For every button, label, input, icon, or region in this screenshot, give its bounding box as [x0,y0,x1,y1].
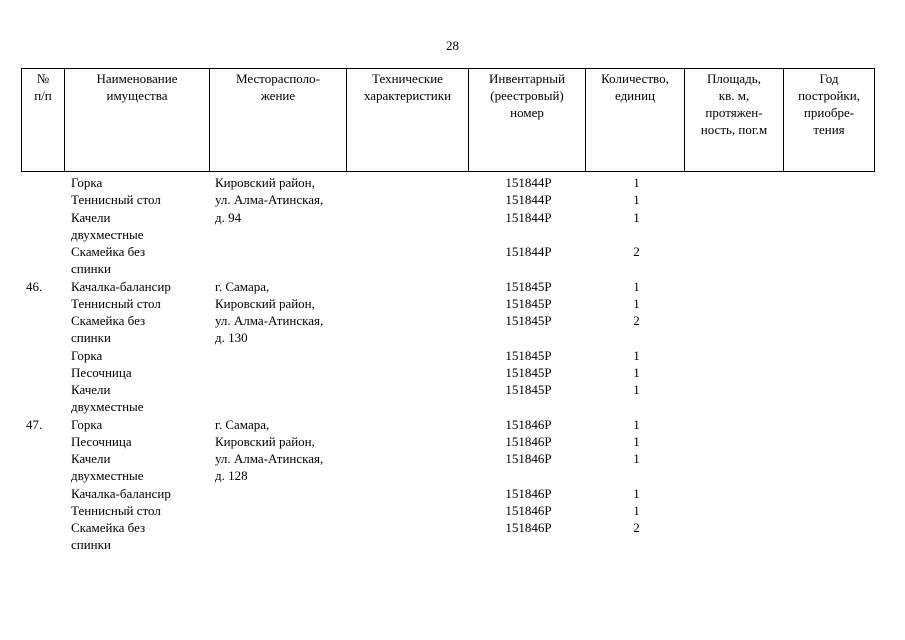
item-name: Качели [71,382,111,397]
item-name: двухместные [71,226,144,242]
table-row [0,416,905,433]
table-row [0,329,905,346]
inventory-number: 151844Р [505,192,552,208]
item-location: ул. Алма-Атинская, [215,313,324,328]
item-name: Горка [71,347,103,363]
table-body [0,174,905,554]
item-quantity: 1 [633,364,640,380]
item-quantity: 1 [633,295,640,311]
item-name: Песочница [71,433,132,449]
item-quantity: 1 [633,451,640,466]
item-name: Скамейка без [71,313,146,328]
table-row [0,502,905,519]
item-location: Кировский район, [215,433,315,449]
item-quantity: 1 [633,382,640,397]
item-location: г. Самара, [215,416,270,432]
item-name: спинки [71,330,111,346]
page-number: 28 [446,38,459,53]
inventory-number: 151845Р [505,347,552,363]
item-quantity: 1 [633,416,640,432]
inventory-number: 151845Р [505,295,552,311]
inventory-number: 151846Р [505,502,552,518]
item-name: Качели [71,209,111,225]
item-name: Качалка-балансир [71,278,171,294]
item-quantity: 2 [633,313,640,328]
header-area: Площадь, кв. м, протяжен-ность, пог.м [685,69,784,172]
item-name: Теннисный стол [71,295,161,311]
item-location: Кировский район, [215,295,315,311]
table-row [0,209,905,226]
inventory-number: 151845Р [505,313,552,328]
header-location: Месторасполо-жение [210,69,347,172]
header-num: № п/п [22,69,65,172]
inventory-number: 151845Р [505,382,552,397]
item-name: Скамейка без [71,244,146,259]
item-quantity: 2 [633,244,640,259]
inventory-number: 151845Р [505,278,552,294]
item-quantity: 1 [633,278,640,294]
inventory-number: 151844Р [505,244,552,259]
inventory-number: 151845Р [505,364,552,380]
item-quantity: 1 [633,209,640,225]
item-name: Теннисный стол [71,192,161,208]
table-row [0,295,905,312]
item-quantity: 1 [633,347,640,363]
item-location: г. Самара, [215,278,270,294]
table-row [0,519,905,536]
row-number: 47. [26,416,43,432]
item-name: Скамейка без [71,520,146,535]
item-quantity: 1 [633,433,640,449]
inventory-number: 151846Р [505,433,552,449]
item-quantity: 1 [633,192,640,208]
item-name: Теннисный стол [71,502,161,518]
header-name: Наименование имущества [65,69,210,172]
inventory-number: 151846Р [505,485,552,501]
item-location: Кировский район, [215,175,315,190]
item-quantity: 2 [633,520,640,535]
table-row [0,191,905,208]
header-year: Год постройки, приобре-тения [784,69,875,172]
table-row [0,278,905,295]
item-name: спинки [71,537,111,553]
item-name: спинки [71,261,111,277]
item-name: Горка [71,175,103,190]
item-location: д. 128 [215,468,248,484]
table-row [0,398,905,415]
table-row [0,226,905,243]
item-name: Песочница [71,364,132,380]
table-row [0,243,905,260]
item-quantity: 1 [633,502,640,518]
inventory-number: 151844Р [505,175,552,190]
item-quantity: 1 [633,485,640,501]
item-name: Качели [71,451,111,466]
item-location: д. 130 [215,330,248,346]
table-row [0,485,905,502]
header-tech: Технические характеристики [347,69,469,172]
inventory-number: 151846Р [505,416,552,432]
item-name: двухместные [71,399,144,415]
table-row [0,364,905,381]
inventory-number: 151846Р [505,451,552,466]
item-location: ул. Алма-Атинская, [215,451,324,466]
item-quantity: 1 [633,175,640,190]
header-inventory: Инвентарный (реестровый) номер [469,69,586,172]
inventory-number: 151844Р [505,209,552,225]
table-row [0,347,905,364]
table-row [0,260,905,277]
table-row [0,536,905,553]
item-location: д. 94 [215,209,242,225]
table-row [0,381,905,398]
table-header [21,68,875,172]
item-name: Качалка-балансир [71,485,171,501]
item-name: двухместные [71,468,144,484]
inventory-number: 151846Р [505,520,552,535]
header-quantity: Количество, единиц [586,69,685,172]
table-row [0,433,905,450]
row-number: 46. [26,278,43,294]
table-row [0,467,905,484]
table-row [0,450,905,467]
item-location: ул. Алма-Атинская, [215,192,324,208]
item-name: Горка [71,416,103,432]
table-row [0,174,905,191]
table-row [0,312,905,329]
